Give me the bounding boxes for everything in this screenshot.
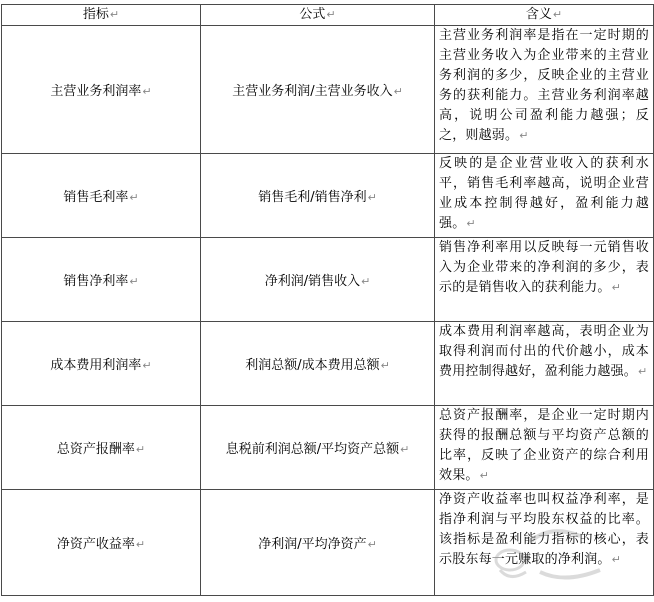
paragraph-mark-icon: ↵ [109,8,120,21]
financial-ratio-table [1,4,654,596]
paragraph-mark-icon: ↵ [393,85,403,98]
indicator-cell [2,26,201,154]
paragraph-mark-icon: ↵ [129,275,139,288]
formula-cell [201,322,435,406]
indicator-cell [2,238,201,322]
indicator-text: 总资产报酬率 [56,442,135,457]
paragraph-mark-icon: ↵ [400,443,410,456]
paragraph-mark-icon: ↵ [142,85,152,98]
paragraph-mark-icon: ↵ [479,469,490,482]
header-indicator [2,5,201,26]
table-row [2,238,654,322]
formula-text: 息税前利润总额/平均资产总额 [225,442,400,457]
meaning-cell [435,406,654,490]
header-formula [201,5,435,26]
table-row [2,154,654,238]
table-row [2,26,654,154]
header-formula-label: 公式 [299,7,326,22]
formula-cell [201,490,435,596]
paragraph-mark-icon: ↵ [135,538,146,551]
formula-cell [201,238,435,322]
meaning-text: 反映的是企业营业收入的获利水平，销售毛利率越高，说明企业营业成本控制得越好，盈利能力越强。 [439,156,649,231]
paragraph-mark-icon: ↵ [326,8,336,21]
paragraph-mark-icon: ↵ [142,359,152,372]
meaning-cell [435,26,654,154]
header-meaning-label: 含义 [525,7,552,22]
indicator-text: 销售毛利率 [63,190,129,205]
indicator-cell [2,490,201,596]
paragraph-mark-icon: ↵ [367,191,377,204]
paragraph-mark-icon: ↵ [361,275,371,288]
formula-cell [201,26,435,154]
paragraph-mark-icon: ↵ [552,8,563,21]
table-row [2,322,654,406]
formula-text: 净利润/销售收入 [264,274,361,289]
meaning-cell [435,490,654,596]
table-row [2,406,654,490]
paragraph-mark-icon: ↵ [466,217,476,230]
paragraph-mark-icon: ↵ [367,538,377,551]
meaning-text: 成本费用利润率越高，表明企业为取得利润而付出的代价越小，成本费用控制得越好，盈利能力越强。 [439,324,649,379]
meaning-text: 净资产收益率也叫权益净利率，是指净利润与平均股东权益的比率。该指标是盈利能力指标的核心，表示股东每一元赚取的净利润。 [439,492,649,567]
table-body [2,26,654,596]
table-header [2,5,654,26]
meaning-text: 销售净利率用以反映每一元销售收入为企业带来的净利润的多少，表示的是销售收入的获利能力。 [439,240,649,295]
meaning-cell [435,238,654,322]
formula-text: 主营业务利润/主营业务收入 [232,84,393,99]
paragraph-mark-icon: ↵ [135,443,146,456]
paragraph-mark-icon: ↵ [638,365,648,378]
paragraph-mark-icon: ↵ [380,359,390,372]
formula-text: 利润总额/成本费用总额 [245,358,380,373]
paragraph-mark-icon: ↵ [129,191,139,204]
paragraph-mark-icon: ↵ [519,129,529,142]
indicator-text: 净资产收益率 [56,537,135,552]
paragraph-mark-icon: ↵ [611,281,622,294]
indicator-cell [2,406,201,490]
meaning-text: 总资产报酬率，是企业一定时期内获得的报酬总额与平均资产总额的比率，反映了企业资产的综合利用效果。 [439,408,649,483]
indicator-cell [2,322,201,406]
header-row [2,5,654,26]
meaning-text: 主营业务利润率是指在一定时期的主营业务收入为企业带来的主营业务利润的多少，反映企业的主营业务的获利能力。主营业务利润率越高，说明公司盈利能力越强；反之，则越弱。 [439,28,649,143]
indicator-text: 销售净利率 [63,274,129,289]
header-meaning [435,5,654,26]
formula-text: 销售毛利/销售净利 [258,190,367,205]
paragraph-mark-icon: ↵ [611,553,622,566]
indicator-text: 主营业务利润率 [50,84,142,99]
table-row [2,490,654,596]
indicator-text: 成本费用利润率 [50,358,142,373]
formula-cell [201,154,435,238]
meaning-cell [435,154,654,238]
header-indicator-label: 指标 [82,7,109,22]
meaning-cell [435,322,654,406]
indicator-cell [2,154,201,238]
formula-cell [201,406,435,490]
formula-text: 净利润/平均净资产 [258,537,367,552]
